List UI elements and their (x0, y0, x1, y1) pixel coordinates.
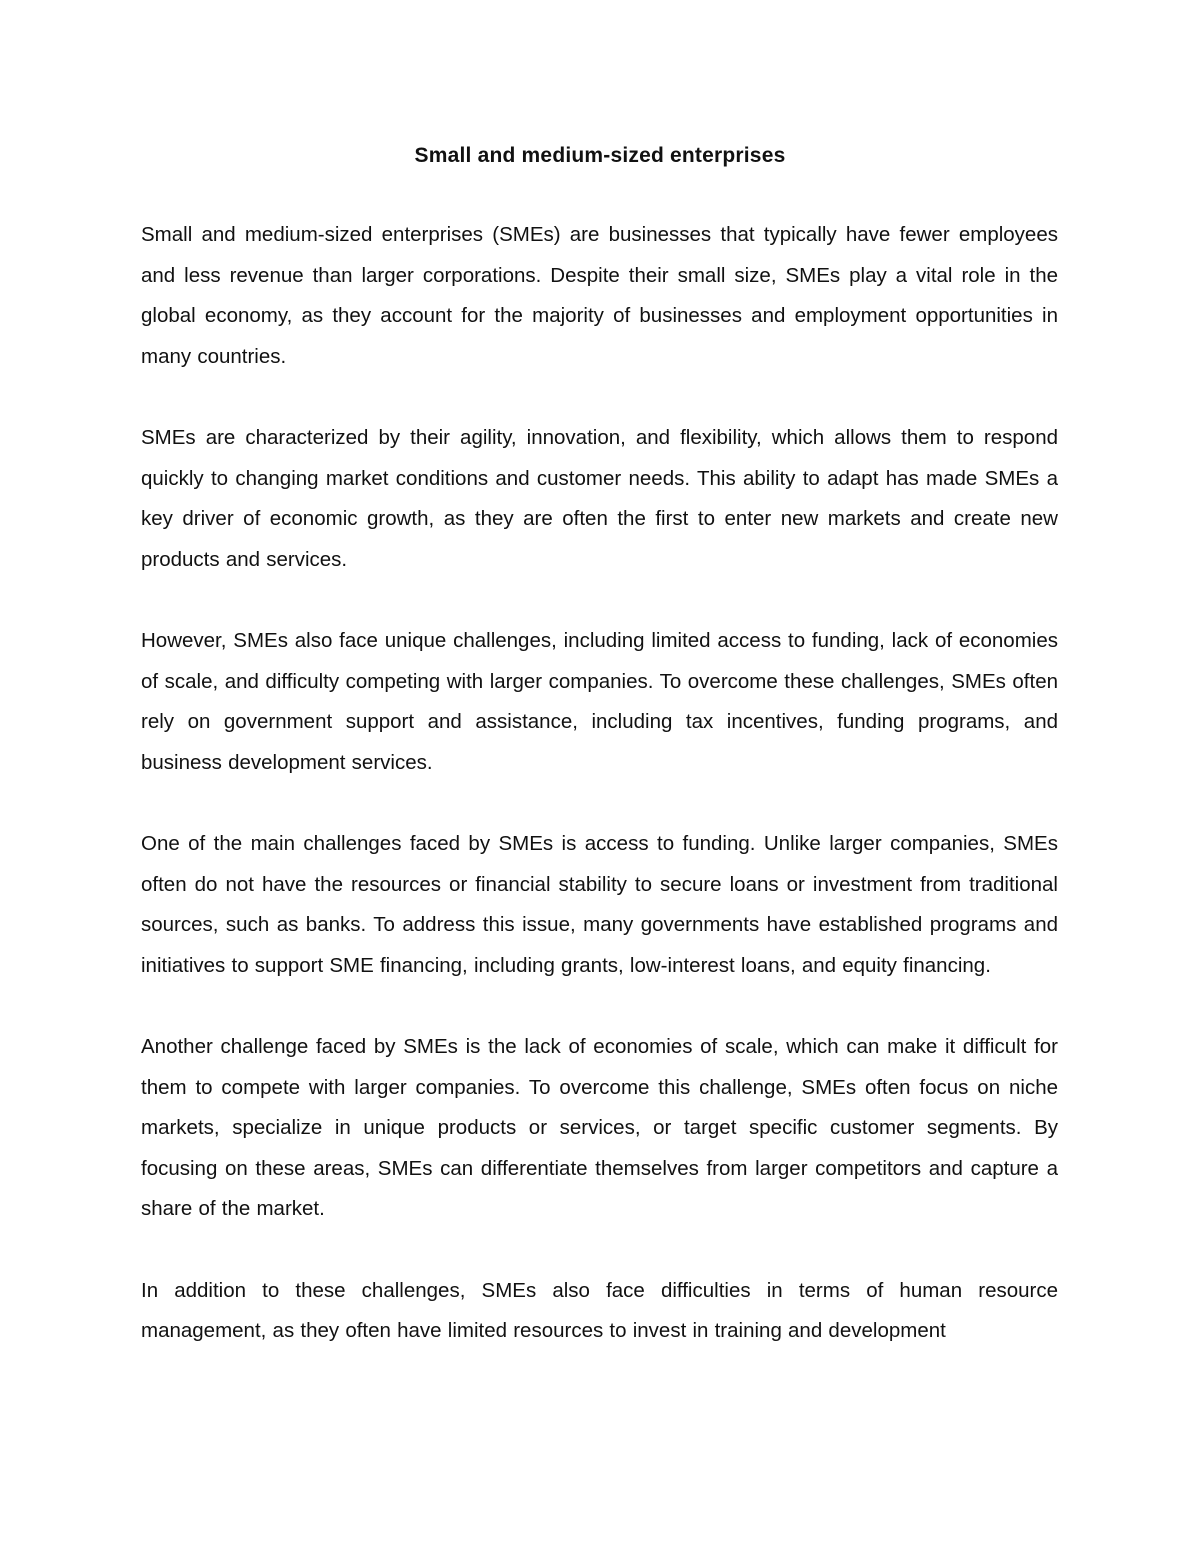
paragraph-intro: Small and medium-sized enterprises (SMEs) are businesses that typically have fewer employees and less revenue than larger corporations. Despite their small size, SMEs play a vital role in the global economy, as they account for the majority of businesses and employment opportunities in many countries. (141, 223, 1058, 368)
paragraph-funding: One of the main challenges faced by SMEs is access to funding. Unlike larger companies, SMEs often do not have the resources or financial stability to secure loans or investment from traditional sources, such as banks. To address this issue, many governments have established programs and initiatives to support SME financing, including grants, low-interest loans, and equity financing. (141, 832, 1058, 977)
document-title: Small and medium-sized enterprises (414, 144, 786, 167)
paragraph-challenges: However, SMEs also face unique challenges, including limited access to funding, lack of economies of scale, and difficulty competing with larger companies. To overcome these challenges, SMEs often rely on government support and assistance, including tax incentives, funding programs, and business development services. (141, 629, 1058, 774)
paragraph-economies-of-scale: Another challenge faced by SMEs is the lack of economies of scale, which can make it difficult for them to compete with larger companies. To overcome this challenge, SMEs often focus on niche markets, specialize in unique products or services, or target specific customer segments. By focusing on these areas, SMEs can differentiate themselves from larger competitors and capture a share of the market. (141, 1035, 1058, 1220)
document-body (141, 215, 1058, 1393)
paragraph-characteristics: SMEs are characterized by their agility, innovation, and flexibility, which allows them to respond quickly to changing market conditions and customer needs. This ability to adapt has made SMEs a key driver of economic growth, as they are often the first to enter new markets and create new products and services. (141, 426, 1058, 571)
paragraph-human-resources: In addition to these challenges, SMEs also face difficulties in terms of human resource management, as they often have limited resources to invest in training and development (141, 1278, 1058, 1342)
